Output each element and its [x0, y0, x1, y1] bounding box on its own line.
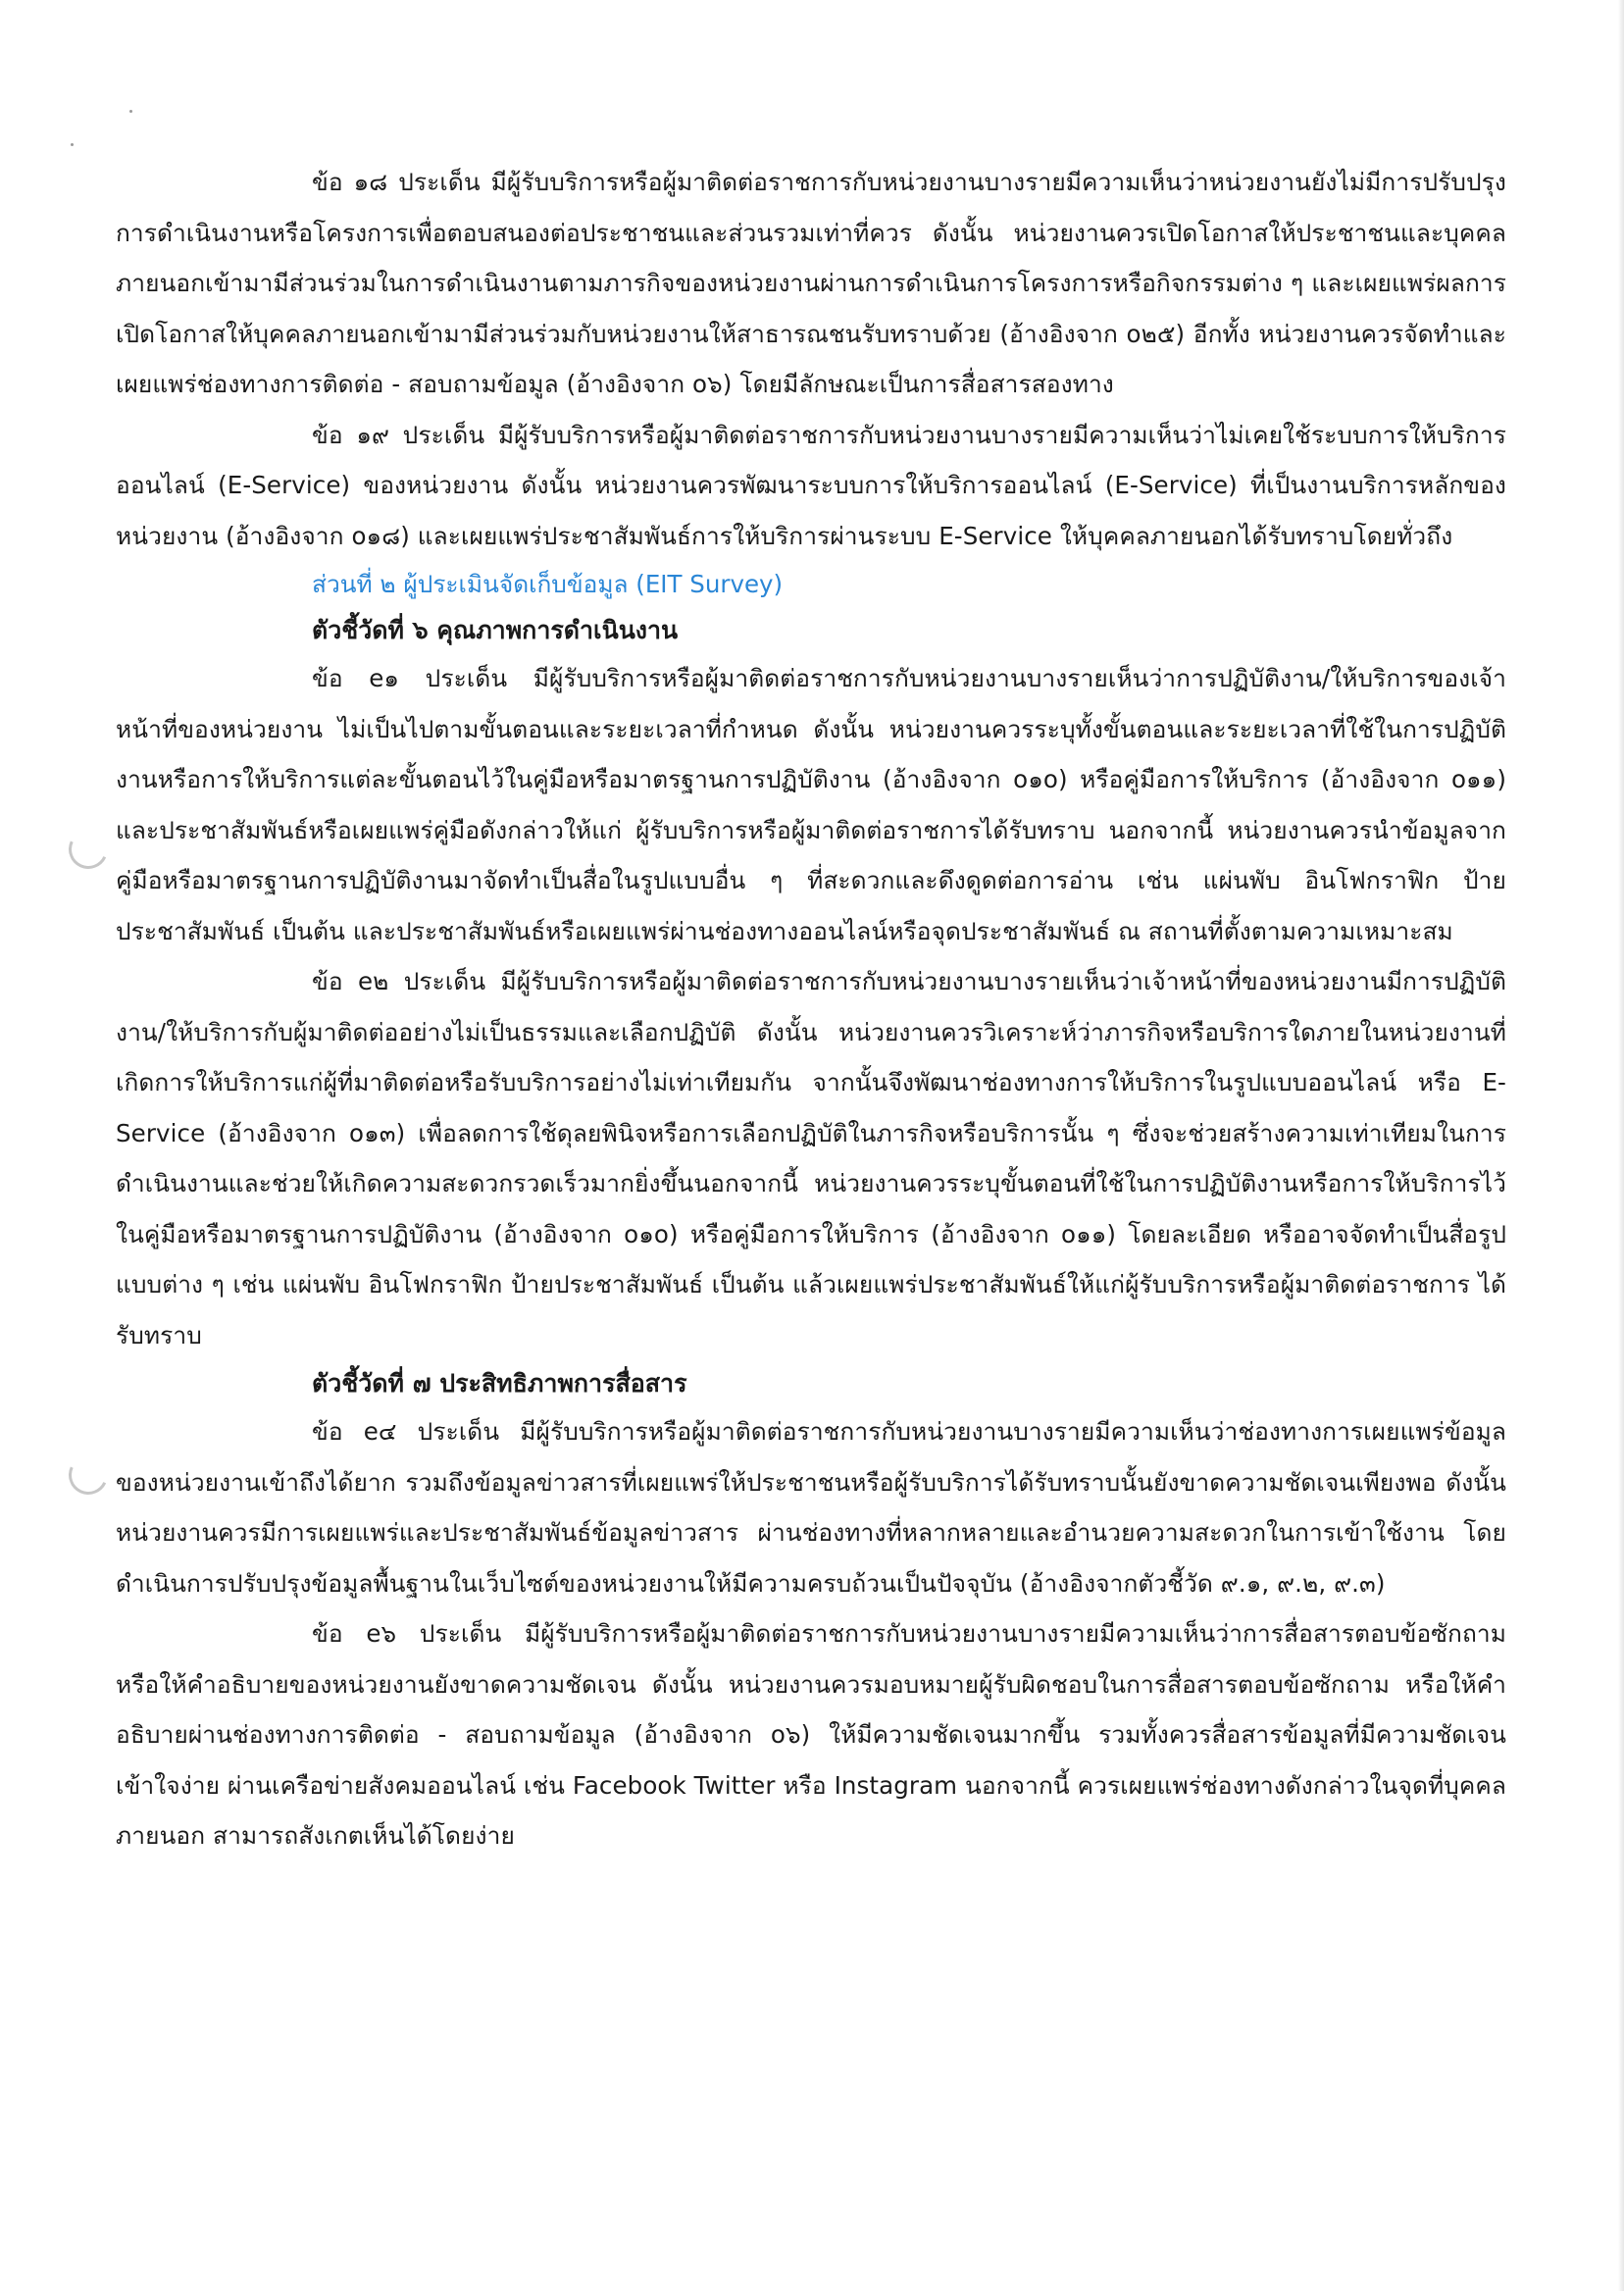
document-page [116, 157, 1506, 1861]
section-heading: ส่วนที่ ๒ ผู้ประเมินจัดเก็บข้อมูล (EIT Survey) [312, 570, 784, 598]
scan-edge-shading [1618, 0, 1624, 2291]
paragraph-item-e4: ข้อ e๔ ประเด็น มีผู้รับบริการหรือผู้มาติดต่อราชการกับหน่วยงานบางรายมีความเห็นว่าช่องทางการเผยแพร่ข้อมูลของหน่วยงานเข้าถึงได้ยาก รวมถึงข้อมูลข่าวสารที่เผยแพร่ให้ประชาชนหรือผู้รับบริการได้รับทราบนั้นยังขาดความชัดเจนเพียงพอ ดังนั้น หน่วยงานควรมีการเผยแพร่และประชาสัมพันธ์ข้อมูลข่าวสาร ผ่านช่องทางที่หลากหลายและอำนวยความสะดวกในการเข้าใช้งาน โดยดำเนินการปรับปรุงข้อมูลพื้นฐานในเว็บไซต์ของหน่วยงานให้มีความครบถ้วนเป็นปัจจุบัน (อ้างอิงจากตัวชี้วัด ๙.๑, ๙.๒, ๙.๓) [116, 1417, 1506, 1598]
scan-speck [129, 110, 132, 113]
indicator-6-heading: ตัวชี้วัดที่ ๖ คุณภาพการดำเนินงาน [312, 616, 679, 644]
punch-hole-mark [63, 1450, 113, 1500]
paragraph-item-e6: ข้อ e๖ ประเด็น มีผู้รับบริการหรือผู้มาติดต่อราชการกับหน่วยงานบางรายมีความเห็นว่าการสื่อสารตอบข้อซักถาม หรือให้คำอธิบายของหน่วยงานยังขาดความชัดเจน ดังนั้น หน่วยงานควรมอบหมายผู้รับผิดชอบในการสื่อสารตอบข้อซักถาม หรือให้คำอธิบายผ่านช่องทางการติดต่อ - สอบถามข้อมูล (อ้างอิงจาก o๖) ให้มีความชัดเจนมากขึ้น รวมทั้งควรสื่อสารข้อมูลที่มีความชัดเจน เข้าใจง่าย ผ่านเครือข่ายสังคมออนไลน์ เช่น Facebook Twitter หรือ Instagram นอกจากนี้ ควรเผยแพร่ช่องทางดังกล่าวในจุดที่บุคคลภายนอก สามารถสังเกตเห็นได้โดยง่าย [116, 1619, 1506, 1850]
scan-speck [71, 143, 74, 146]
indicator-7-heading: ตัวชี้วัดที่ ๗ ประสิทธิภาพการสื่อสาร [312, 1369, 687, 1398]
paragraph-item-e2: ข้อ e๒ ประเด็น มีผู้รับบริการหรือผู้มาติดต่อราชการกับหน่วยงานบางรายเห็นว่าเจ้าหน้าที่ของหน่วยงานมีการปฏิบัติงาน/ให้บริการกับผู้มาติดต่ออย่างไม่เป็นธรรมและเลือกปฏิบัติ ดังนั้น หน่วยงานควรวิเคราะห์ว่าภารกิจหรือบริการใดภายในหน่วยงานที่เกิดการให้บริการแก่ผู้ที่มาติดต่อหรือรับบริการอย่างไม่เท่าเทียมกัน จากนั้นจึงพัฒนาช่องทางการให้บริการในรูปแบบออนไลน์ หรือ E-Service (อ้างอิงจาก o๑๓) เพื่อลดการใช้ดุลยพินิจหรือการเลือกปฏิบัติในภารกิจหรือบริการนั้น ๆ ซึ่งจะช่วยสร้างความเท่าเทียมในการดำเนินงานและช่วยให้เกิดความสะดวกรวดเร็วมากยิ่งขึ้นนอกจากนี้ หน่วยงานควรระบุขั้นตอนที่ใช้ในการปฏิบัติงานหรือการให้บริการไว้ในคู่มือหรือมาตรฐานการปฏิบัติงาน (อ้างอิงจาก o๑o) หรือคู่มือการให้บริการ (อ้างอิงจาก o๑๑) โดยละเอียด หรืออาจจัดทำเป็นสื่อรูปแบบต่าง ๆ เช่น แผ่นพับ อินโฟกราฟิก ป้ายประชาสัมพันธ์ เป็นต้น แล้วเผยแพร่ประชาสัมพันธ์ให้แก่ผู้รับบริการหรือผู้มาติดต่อราชการ ได้รับทราบ [116, 967, 1506, 1349]
paragraph-item-18: ข้อ ๑๘ ประเด็น มีผู้รับบริการหรือผู้มาติดต่อราชการกับหน่วยงานบางรายมีความเห็นว่าหน่วยงานยังไม่มีการปรับปรุงการดำเนินงานหรือโครงการเพื่อตอบสนองต่อประชาชนและส่วนรวมเท่าที่ควร ดังนั้น หน่วยงานควรเปิดโอกาสให้ประชาชนและบุคคลภายนอกเข้ามามีส่วนร่วมในการดำเนินงานตามภารกิจของหน่วยงานผ่านการดำเนินการโครงการหรือกิจกรรมต่าง ๆ และเผยแพร่ผลการเปิดโอกาสให้บุคคลภายนอกเข้ามามีส่วนร่วมกับหน่วยงานให้สาธารณชนรับทราบด้วย (อ้างอิงจาก o๒๕) อีกทั้ง หน่วยงานควรจัดทำและเผยแพร่ช่องทางการติดต่อ - สอบถามข้อมูล (อ้างอิงจาก o๖) โดยมีลักษณะเป็นการสื่อสารสองทาง [116, 168, 1506, 398]
punch-hole-mark [63, 824, 113, 874]
paragraph-item-19: ข้อ ๑๙ ประเด็น มีผู้รับบริการหรือผู้มาติดต่อราชการกับหน่วยงานบางรายมีความเห็นว่าไม่เคยใช้ระบบการให้บริการออนไลน์ (E-Service) ของหน่วยงาน ดังนั้น หน่วยงานควรพัฒนาระบบการให้บริการออนไลน์ (E-Service) ที่เป็นงานบริการหลักของหน่วยงาน (อ้างอิงจาก o๑๘) และเผยแพร่ประชาสัมพันธ์การให้บริการผ่านระบบ E-Service ให้บุคคลภายนอกได้รับทราบโดยทั่วถึง [116, 420, 1506, 550]
paragraph-item-e1: ข้อ e๑ ประเด็น มีผู้รับบริการหรือผู้มาติดต่อราชการกับหน่วยงานบางรายเห็นว่าการปฏิบัติงาน/ให้บริการของเจ้าหน้าที่ของหน่วยงาน ไม่เป็นไปตามขั้นตอนและระยะเวลาที่กำหนด ดังนั้น หน่วยงานควรระบุทั้งขั้นตอนและระยะเวลาที่ใช้ในการปฏิบัติงานหรือการให้บริการแต่ละขั้นตอนไว้ในคู่มือหรือมาตรฐานการปฏิบัติงาน (อ้างอิงจาก o๑o) หรือคู่มือการให้บริการ (อ้างอิงจาก o๑๑) และประชาสัมพันธ์หรือเผยแพร่คู่มือดังกล่าวให้แก่ ผู้รับบริการหรือผู้มาติดต่อราชการได้รับทราบ นอกจากนี้ หน่วยงานควรนำข้อมูลจากคู่มือหรือมาตรฐานการปฏิบัติงานมาจัดทำเป็นสื่อในรูปแบบอื่น ๆ ที่สะดวกและดึงดูดต่อการอ่าน เช่น แผ่นพับ อินโฟกราฟิก ป้ายประชาสัมพันธ์ เป็นต้น และประชาสัมพันธ์หรือเผยแพร่ผ่านช่องทางออนไลน์หรือจุดประชาสัมพันธ์ ณ สถานที่ตั้งตามความเหมาะสม [116, 664, 1506, 945]
